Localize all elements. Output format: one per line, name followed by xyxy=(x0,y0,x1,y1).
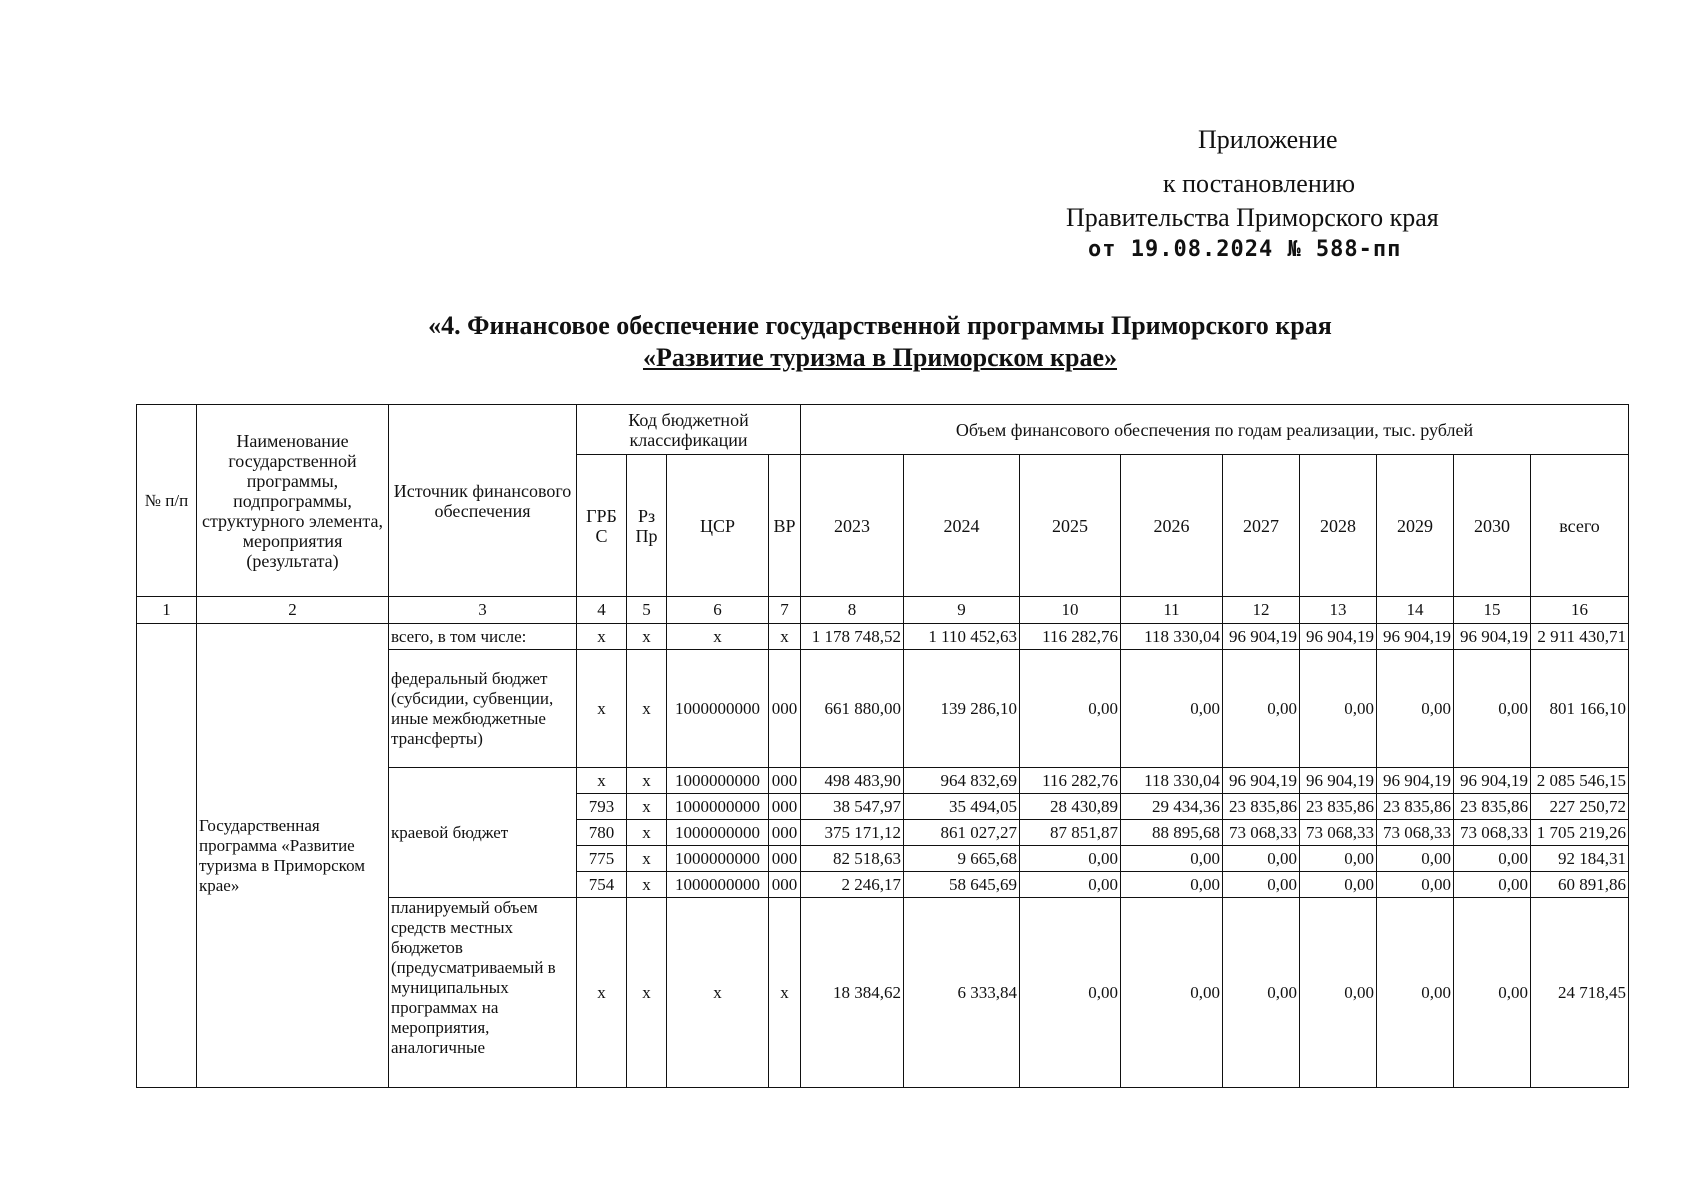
value-cell: 88 895,68 xyxy=(1121,820,1223,846)
value-cell: 0,00 xyxy=(1377,898,1454,1088)
csr-cell: 1000000000 xyxy=(667,650,769,768)
header-csr: ЦСР xyxy=(667,455,769,597)
rzpr-cell: x xyxy=(627,872,667,898)
header-source: Источник финансового обеспечения xyxy=(389,405,577,597)
col-number: 10 xyxy=(1020,597,1121,624)
col-number: 3 xyxy=(389,597,577,624)
value-cell: 0,00 xyxy=(1300,872,1377,898)
value-cell: 0,00 xyxy=(1121,846,1223,872)
header-vr: ВР xyxy=(769,455,801,597)
col-number: 4 xyxy=(577,597,627,624)
value-cell: 96 904,19 xyxy=(1454,768,1531,794)
vr-cell: x xyxy=(769,624,801,650)
header-year-2025: 2025 xyxy=(1020,455,1121,597)
header-year-2023: 2023 xyxy=(801,455,904,597)
grbs-cell: x xyxy=(577,624,627,650)
rzpr-cell: x xyxy=(627,794,667,820)
value-cell: 73 068,33 xyxy=(1223,820,1300,846)
financing-table xyxy=(136,404,1629,1088)
appendix-line-2: к постановлению xyxy=(1163,169,1356,198)
vr-cell: 000 xyxy=(769,794,801,820)
header-year-2027: 2027 xyxy=(1223,455,1300,597)
col-number: 15 xyxy=(1454,597,1531,624)
col-number: 13 xyxy=(1300,597,1377,624)
value-cell: 28 430,89 xyxy=(1020,794,1121,820)
grbs-cell: x xyxy=(577,768,627,794)
col-number: 1 xyxy=(137,597,197,624)
grbs-cell: 775 xyxy=(577,846,627,872)
csr-cell: 1000000000 xyxy=(667,820,769,846)
value-cell: 0,00 xyxy=(1454,846,1531,872)
value-cell: 9 665,68 xyxy=(904,846,1020,872)
value-cell: 96 904,19 xyxy=(1377,624,1454,650)
resolution-date-number: от 19.08.2024 № 588-пп xyxy=(1088,237,1402,262)
value-cell: 2 246,17 xyxy=(801,872,904,898)
rzpr-cell: x xyxy=(627,898,667,1088)
header-year-2030: 2030 xyxy=(1454,455,1531,597)
value-cell: 96 904,19 xyxy=(1377,768,1454,794)
table-row xyxy=(137,624,1629,650)
col-number: 14 xyxy=(1377,597,1454,624)
value-cell: 116 282,76 xyxy=(1020,768,1121,794)
value-cell: 24 718,45 xyxy=(1531,898,1629,1088)
value-cell: 1 705 219,26 xyxy=(1531,820,1629,846)
source-cell: всего, в том числе: xyxy=(389,624,577,650)
value-cell: 35 494,05 xyxy=(904,794,1020,820)
grbs-cell: x xyxy=(577,898,627,1088)
value-cell: 29 434,36 xyxy=(1121,794,1223,820)
value-cell: 96 904,19 xyxy=(1300,768,1377,794)
grbs-cell: 754 xyxy=(577,872,627,898)
grbs-cell: x xyxy=(577,650,627,768)
column-numbers-row xyxy=(137,597,1629,624)
value-cell: 0,00 xyxy=(1377,846,1454,872)
value-cell: 1 110 452,63 xyxy=(904,624,1020,650)
source-cell: федеральный бюджет (субсидии, субвенции, иные межбюджетные трансферты) xyxy=(389,650,577,768)
header-year-2028: 2028 xyxy=(1300,455,1377,597)
col-number: 9 xyxy=(904,597,1020,624)
col-number: 2 xyxy=(197,597,389,624)
value-cell: 0,00 xyxy=(1020,872,1121,898)
value-cell: 139 286,10 xyxy=(904,650,1020,768)
value-cell: 0,00 xyxy=(1454,872,1531,898)
source-cell: краевой бюджет xyxy=(389,768,577,898)
csr-cell: x xyxy=(667,898,769,1088)
csr-cell: 1000000000 xyxy=(667,872,769,898)
title-line-2: «Развитие туризма в Приморском крае» xyxy=(642,343,1118,372)
header-volume: Объем финансового обеспечения по годам реализации, тыс. рублей xyxy=(801,405,1629,455)
value-cell: 23 835,86 xyxy=(1223,794,1300,820)
value-cell: 0,00 xyxy=(1377,872,1454,898)
value-cell: 0,00 xyxy=(1377,650,1454,768)
header-grbs: ГРБ С xyxy=(577,455,627,597)
value-cell: 861 027,27 xyxy=(904,820,1020,846)
vr-cell: 000 xyxy=(769,846,801,872)
col-number: 5 xyxy=(627,597,667,624)
value-cell: 73 068,33 xyxy=(1454,820,1531,846)
rzpr-cell: x xyxy=(627,846,667,872)
value-cell: 0,00 xyxy=(1020,898,1121,1088)
value-cell: 375 171,12 xyxy=(801,820,904,846)
value-cell: 58 645,69 xyxy=(904,872,1020,898)
value-cell: 0,00 xyxy=(1300,650,1377,768)
col-number: 11 xyxy=(1121,597,1223,624)
value-cell: 23 835,86 xyxy=(1300,794,1377,820)
value-cell: 0,00 xyxy=(1223,650,1300,768)
value-cell: 498 483,90 xyxy=(801,768,904,794)
rzpr-cell: x xyxy=(627,624,667,650)
col-number: 12 xyxy=(1223,597,1300,624)
value-cell: 73 068,33 xyxy=(1300,820,1377,846)
grbs-cell: 793 xyxy=(577,794,627,820)
grbs-cell: 780 xyxy=(577,820,627,846)
header-total: всего xyxy=(1531,455,1629,597)
value-cell: 964 832,69 xyxy=(904,768,1020,794)
header-year-2029: 2029 xyxy=(1377,455,1454,597)
value-cell: 60 891,86 xyxy=(1531,872,1629,898)
col-number: 16 xyxy=(1531,597,1629,624)
value-cell: 801 166,10 xyxy=(1531,650,1629,768)
value-cell: 38 547,97 xyxy=(801,794,904,820)
value-cell: 0,00 xyxy=(1121,650,1223,768)
value-cell: 82 518,63 xyxy=(801,846,904,872)
value-cell: 2 911 430,71 xyxy=(1531,624,1629,650)
value-cell: 96 904,19 xyxy=(1454,624,1531,650)
vr-cell: 000 xyxy=(769,872,801,898)
value-cell: 96 904,19 xyxy=(1300,624,1377,650)
vr-cell: 000 xyxy=(769,650,801,768)
value-cell: 0,00 xyxy=(1454,898,1531,1088)
header-num: № п/п xyxy=(137,405,197,597)
header-rzpr: Рз Пр xyxy=(627,455,667,597)
value-cell: 0,00 xyxy=(1223,846,1300,872)
value-cell: 0,00 xyxy=(1223,872,1300,898)
header-kbk: Код бюджетной классификации xyxy=(577,405,801,455)
value-cell: 0,00 xyxy=(1223,898,1300,1088)
value-cell: 73 068,33 xyxy=(1377,820,1454,846)
col-number: 7 xyxy=(769,597,801,624)
value-cell: 0,00 xyxy=(1020,650,1121,768)
vr-cell: 000 xyxy=(769,768,801,794)
value-cell: 118 330,04 xyxy=(1121,624,1223,650)
rzpr-cell: x xyxy=(627,820,667,846)
csr-cell: x xyxy=(667,624,769,650)
row-number-cell xyxy=(137,624,197,1088)
rzpr-cell: x xyxy=(627,768,667,794)
value-cell: 118 330,04 xyxy=(1121,768,1223,794)
header-name: Наименование государственной программы, подпрограммы, структурного элемента, мероприятия (результата) xyxy=(197,405,389,597)
value-cell: 18 384,62 xyxy=(801,898,904,1088)
value-cell: 23 835,86 xyxy=(1377,794,1454,820)
value-cell: 96 904,19 xyxy=(1223,624,1300,650)
value-cell: 0,00 xyxy=(1121,898,1223,1088)
col-number: 6 xyxy=(667,597,769,624)
title-line-1: «4. Финансовое обеспечение государственной программы Приморского края xyxy=(428,311,1332,340)
appendix-line-1: Приложение xyxy=(1198,125,1338,154)
csr-cell: 1000000000 xyxy=(667,846,769,872)
value-cell: 0,00 xyxy=(1020,846,1121,872)
value-cell: 6 333,84 xyxy=(904,898,1020,1088)
value-cell: 2 085 546,15 xyxy=(1531,768,1629,794)
value-cell: 0,00 xyxy=(1300,846,1377,872)
rzpr-cell: x xyxy=(627,650,667,768)
document-title xyxy=(130,310,1630,374)
header-year-2024: 2024 xyxy=(904,455,1020,597)
value-cell: 23 835,86 xyxy=(1454,794,1531,820)
value-cell: 0,00 xyxy=(1121,872,1223,898)
value-cell: 96 904,19 xyxy=(1223,768,1300,794)
value-cell: 116 282,76 xyxy=(1020,624,1121,650)
value-cell: 661 880,00 xyxy=(801,650,904,768)
value-cell: 227 250,72 xyxy=(1531,794,1629,820)
col-number: 8 xyxy=(801,597,904,624)
value-cell: 0,00 xyxy=(1454,650,1531,768)
header-row-1 xyxy=(137,405,1629,455)
vr-cell: 000 xyxy=(769,820,801,846)
header-year-2026: 2026 xyxy=(1121,455,1223,597)
value-cell: 1 178 748,52 xyxy=(801,624,904,650)
value-cell: 87 851,87 xyxy=(1020,820,1121,846)
value-cell: 92 184,31 xyxy=(1531,846,1629,872)
appendix-line-3: Правительства Приморского края xyxy=(1066,203,1439,232)
csr-cell: 1000000000 xyxy=(667,768,769,794)
value-cell: 0,00 xyxy=(1300,898,1377,1088)
csr-cell: 1000000000 xyxy=(667,794,769,820)
source-cell: планируемый объем средств местных бюджетов (предусматриваемый в муниципальных программах на мероприятия, аналогичные xyxy=(389,898,577,1088)
vr-cell: x xyxy=(769,898,801,1088)
program-name: Государственная программа «Развитие туризма в Приморском крае» xyxy=(197,624,389,1088)
